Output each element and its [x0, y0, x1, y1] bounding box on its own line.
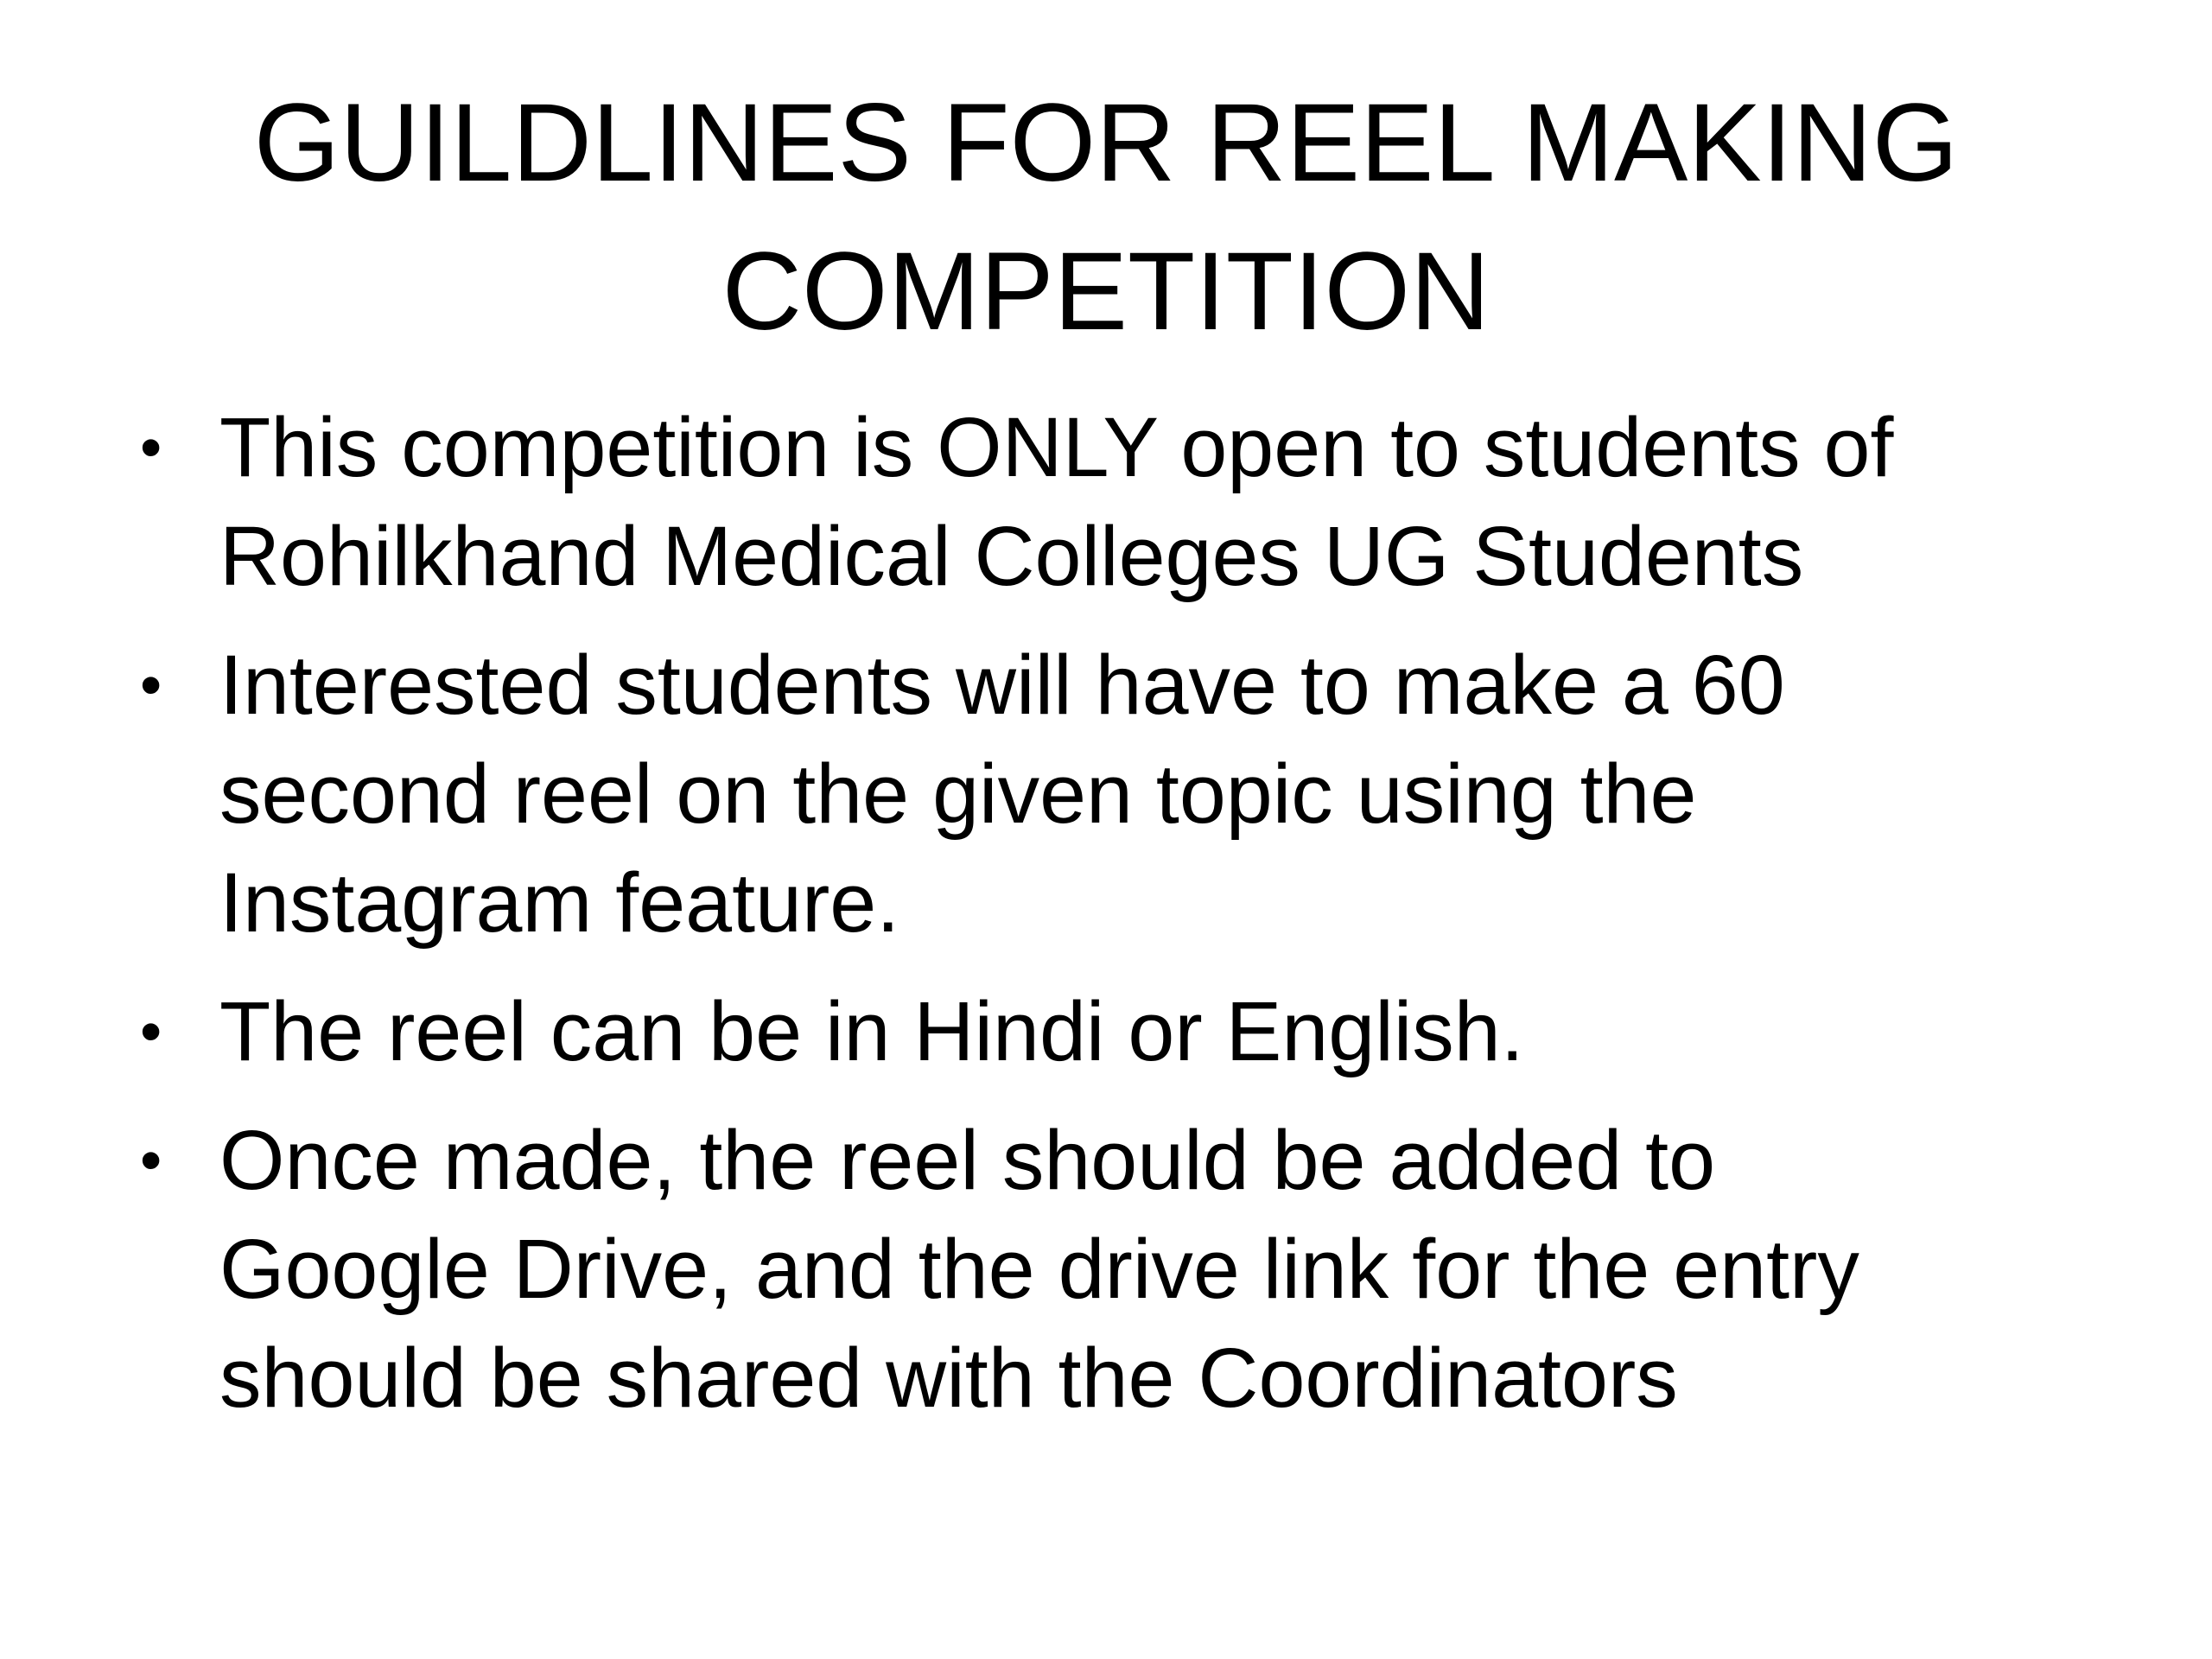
slide-title-line: COMPETITION [721, 230, 1491, 353]
bullet-text [219, 1106, 2100, 1433]
bullet-item [130, 977, 2100, 1086]
bullet-line: The reel can be in Hindi or English. [219, 984, 1524, 1078]
bullet-line: should be shared with the Coordinators [219, 1331, 1678, 1425]
bullet-text [219, 977, 2100, 1086]
bullet-line: Once made, the reel should be added to [219, 1113, 1716, 1207]
slide-title-line: GUILDLINES FOR REEL MAKING [253, 81, 1959, 205]
bullet-dot-icon: • [140, 413, 162, 482]
bullet-item [130, 393, 2100, 611]
bullet-item [130, 1106, 2100, 1433]
bullet-text [219, 631, 2100, 957]
bullet-dot-icon: • [140, 651, 162, 720]
bullet-dot-icon: • [140, 997, 162, 1066]
bullet-text [219, 393, 2100, 611]
slide-title [0, 69, 2212, 366]
bullet-line: This competition is ONLY open to students of [219, 400, 1894, 494]
bullet-line: Interested students will have to make a 60 [219, 638, 1785, 732]
bullet-line: Instagram feature. [219, 855, 900, 950]
bullet-list [130, 393, 2100, 1452]
bullet-line: second reel on the given topic using the [219, 747, 1697, 841]
bullet-line: Google Drive, and the drive link for the entry [219, 1222, 1859, 1316]
bullet-dot-icon: • [140, 1126, 162, 1195]
bullet-item [130, 631, 2100, 957]
bullet-line: Rohilkhand Medical Colleges UG Students [219, 509, 1804, 603]
